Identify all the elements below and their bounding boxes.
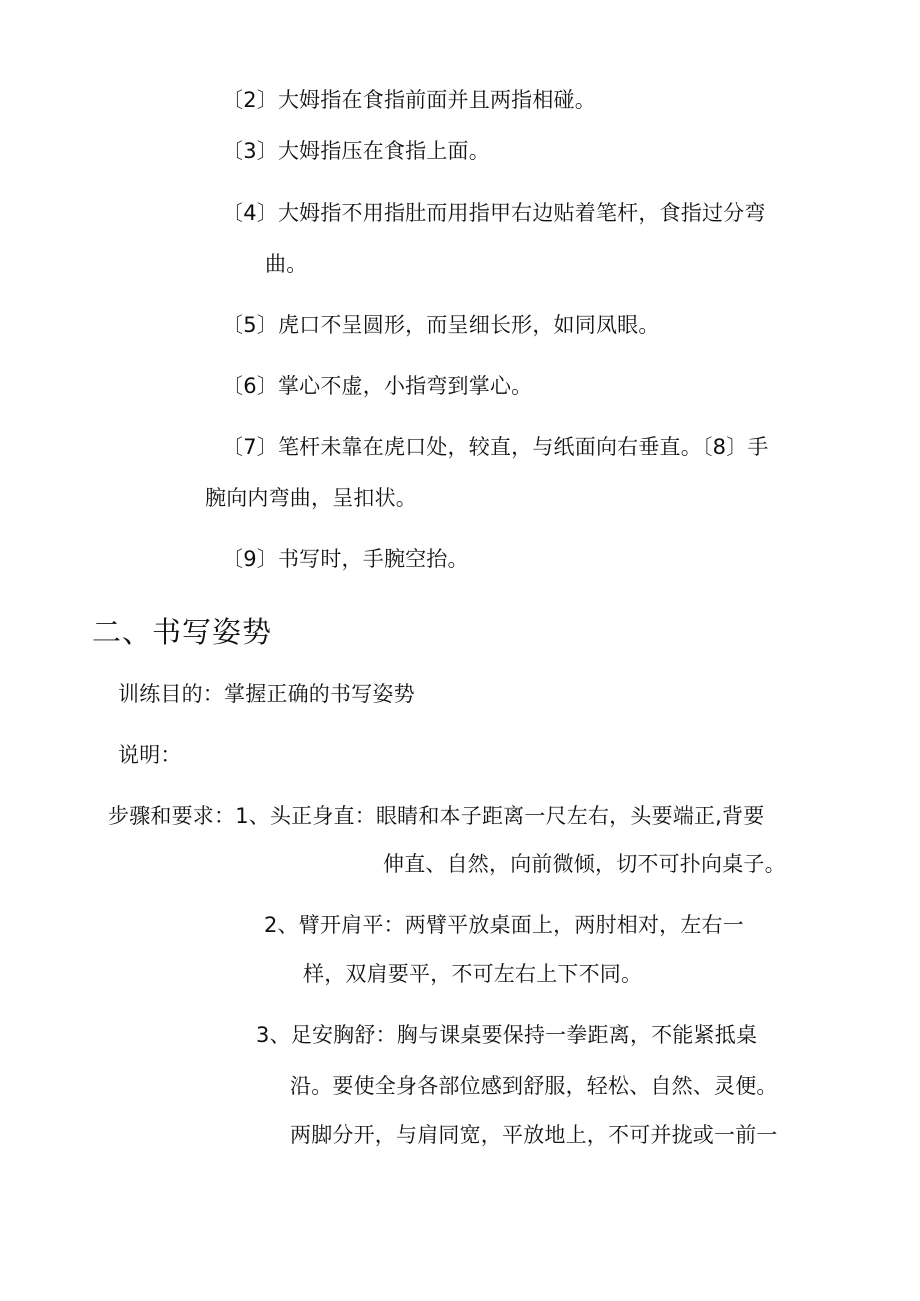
step-1-line1: 步骤和要求：1、头正身直：眼睛和本子距离一尺左右，头要端正,背要	[108, 804, 765, 828]
step-3-line3: 两脚分开，与肩同宽，平放地上，不可并拢或一前一	[290, 1123, 778, 1147]
item-7-line2: 腕向内弯曲，呈扣状。	[205, 486, 417, 510]
step-2-line1: 2、臂开肩平：两臂平放桌面上，两肘相对，左右一	[264, 913, 744, 937]
item-2: 〔2〕大姆指在食指前面并且两指相碰。	[222, 88, 596, 112]
training-goal: 训练目的：掌握正确的书写姿势	[118, 682, 415, 706]
step-3-line2: 沿。要使全身各部位感到舒服，轻松、自然、灵便。	[290, 1074, 778, 1098]
step-2-line2: 样，双肩要平，不可左右上下不同。	[303, 962, 643, 986]
item-3: 〔3〕大姆指压在食指上面。	[222, 139, 490, 163]
item-6: 〔6〕掌心不虚，小指弯到掌心。	[222, 374, 533, 398]
step-1-line2: 伸直、自然，向前微倾，切不可扑向桌子。	[383, 852, 786, 876]
item-4-line1: 〔4〕大姆指不用指肚而用指甲右边贴着笔杆，食指过分弯	[222, 201, 766, 225]
item-4-line2: 曲。	[265, 252, 308, 276]
step-3-line1: 3、足安胸舒：胸与课桌要保持一拳距离，不能紧抵桌	[256, 1023, 758, 1047]
item-9: 〔9〕书写时，手腕空抬。	[222, 547, 469, 571]
explanation-label: 说明：	[118, 743, 182, 767]
section-heading: 二、书写姿势	[92, 615, 273, 649]
item-5: 〔5〕虎口不呈圆形，而呈细长形，如同凤眼。	[222, 313, 660, 337]
item-7-line1: 〔7〕笔杆未靠在虎口处，较直，与纸面向右垂直。〔8〕手	[222, 435, 769, 459]
